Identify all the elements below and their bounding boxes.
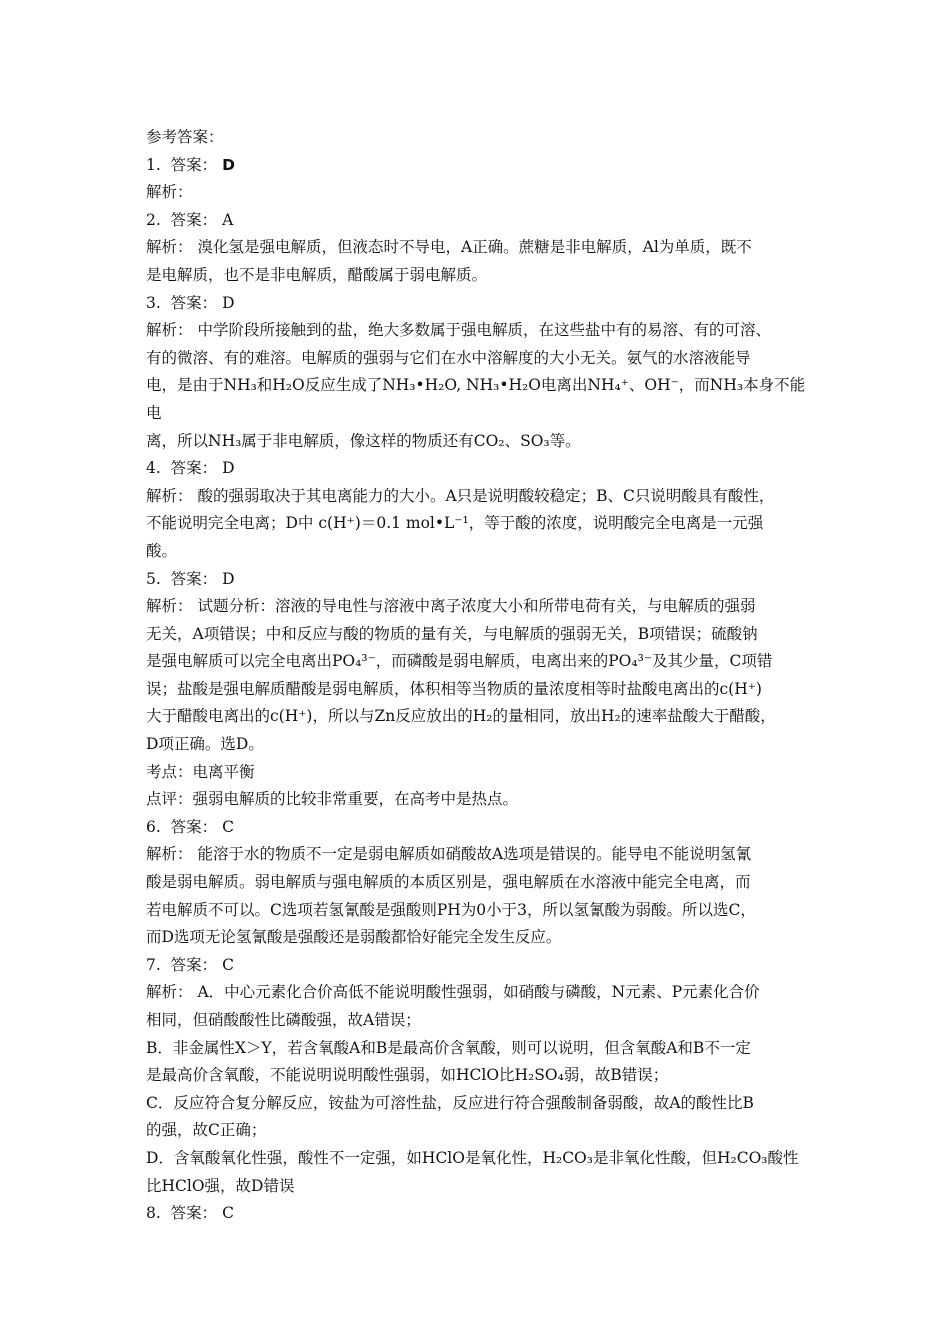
analysis-text: 溴化氢是强电解质，但液态时不导电，A正确。蔗糖是非电解质，Al为单质，既不 bbox=[197, 238, 752, 257]
question-number: 4. bbox=[146, 459, 161, 478]
analysis-text: 酸的强弱取决于其电离能力的大小。A只是说明酸较稳定；B、C只说明酸具有酸性， bbox=[197, 486, 775, 505]
answer-label: 答案： bbox=[170, 817, 218, 836]
analysis-text: 中学阶段所接触到的盐，绝大多数属于强电解质，在这些盐中有的易溶、有的可溶、 bbox=[197, 321, 771, 340]
answer-value: D bbox=[222, 569, 235, 588]
question-number: 5. bbox=[146, 569, 161, 588]
question-answer-line bbox=[146, 566, 818, 594]
option-line: D．含氧酸氧化性强，酸性不一定强，如HClO是氧化性，H₂CO₃是非氧化性酸，但H₂CO₃酸性 bbox=[146, 1148, 799, 1167]
analysis-line bbox=[146, 841, 818, 869]
analysis-line: 有的微溶、有的难溶。电解质的强弱与它们在水中溶解度的大小无关。氨气的水溶液能导 bbox=[146, 348, 751, 367]
option-line: 比HClO强，故D错误 bbox=[146, 1176, 295, 1195]
analysis-label: 解析： bbox=[146, 183, 193, 202]
question-number: 2. bbox=[146, 210, 161, 229]
question-number: 3. bbox=[146, 293, 161, 312]
answer-value: C bbox=[222, 1204, 234, 1223]
question-number: 6. bbox=[146, 817, 161, 836]
answer-value: C bbox=[222, 817, 234, 836]
analysis-line: 大于醋酸电离出的c(H⁺)，所以与Zn反应放出的H₂的量相同，放出H₂的速率盐酸大于醋酸， bbox=[146, 707, 776, 726]
answer-label: 答案： bbox=[170, 1204, 218, 1223]
analysis-line: 无关，A项错误；中和反应与酸的物质的量有关，与电解质的强弱无关，B项错误；硫酸钠 bbox=[146, 624, 758, 643]
analysis-line: 是强电解质可以完全电离出PO₄³⁻，而磷酸是弱电解质，电离出来的PO₄³⁻及其少量，C项错 bbox=[146, 652, 773, 671]
analysis-line: 而D选项无论氢氰酸是强酸还是弱酸都恰好能完全发生反应。 bbox=[146, 928, 562, 947]
question-answer-line bbox=[146, 152, 818, 180]
analysis-label: 解析： bbox=[146, 983, 193, 1002]
analysis-label: 解析： bbox=[146, 845, 193, 864]
answer-label: 答案： bbox=[170, 210, 218, 229]
question-number: 1. bbox=[146, 155, 161, 174]
analysis-line: 是电解质，也不是非电解质，醋酸属于弱电解质。 bbox=[146, 265, 488, 284]
analysis-line: 不能说明完全电离；D中 c(H⁺)＝0.1 mol•L⁻¹，等于酸的浓度，说明酸完全电离是一元强 bbox=[146, 514, 764, 533]
answer-label: 答案： bbox=[170, 155, 218, 174]
answer-value: D bbox=[222, 155, 235, 174]
answer-content bbox=[146, 124, 818, 1228]
analysis-line: D项正确。选D。 bbox=[146, 735, 264, 754]
analysis-line: 误；盐酸是强电解质醋酸是弱电解质，体积相等当物质的量浓度相等时盐酸电离出的c(H⁺) bbox=[146, 679, 762, 698]
analysis-line bbox=[146, 234, 818, 262]
answer-value: D bbox=[222, 293, 235, 312]
question-answer-line bbox=[146, 814, 818, 842]
question-answer-line bbox=[146, 455, 818, 483]
answer-label: 答案： bbox=[170, 293, 218, 312]
analysis-line: 若电解质不可以。C选项若氢氰酸是强酸则PH为0小于3，所以氢氰酸为弱酸。所以选C， bbox=[146, 900, 756, 919]
analysis-text: 试题分析：溶液的导电性与溶液中离子浓度大小和所带电荷有关，与电解质的强弱 bbox=[197, 597, 756, 616]
analysis-line bbox=[146, 979, 818, 1007]
answer-value: C bbox=[222, 955, 234, 974]
analysis-line: 电，是由于NH₃和H₂O反应生成了NH₃•H₂O, NH₃•H₂O电离出NH₄⁺、OH⁻，而NH₃本身不能电 bbox=[146, 376, 806, 422]
question-answer-line bbox=[146, 952, 818, 980]
question-answer-line bbox=[146, 290, 818, 318]
knowledge-point-line: 考点：电离平衡 bbox=[146, 762, 255, 781]
analysis-text: 能溶于水的物质不一定是弱电解质如硝酸故A选项是错误的。能导电不能说明氢氰 bbox=[197, 845, 752, 864]
answer-value: A bbox=[222, 210, 234, 229]
answer-label: 答案： bbox=[170, 569, 218, 588]
answer-value: D bbox=[222, 459, 235, 478]
analysis-line: 离，所以NH₃属于非电解质，像这样的物质还有CO₂、SO₃等。 bbox=[146, 431, 581, 450]
answer-label: 答案： bbox=[170, 955, 218, 974]
analysis-line: 酸是弱电解质。弱电解质与强电解质的本质区别是，强电解质在水溶液中能完全电离，而 bbox=[146, 873, 751, 892]
analysis-label: 解析： bbox=[146, 321, 193, 340]
option-line: C．反应符合复分解反应，铵盐为可溶性盐，反应进行符合强酸制备弱酸，故A的酸性比B bbox=[146, 1093, 754, 1112]
analysis-label: 解析： bbox=[146, 238, 193, 257]
analysis-line: 酸。 bbox=[146, 541, 178, 560]
analysis-text: A．中心元素化合价高低不能说明酸性强弱，如硝酸与磷酸，N元素、P元素化合价 bbox=[197, 983, 760, 1002]
analysis-line: 相同，但硝酸酸性比磷酸强，故A错误； bbox=[146, 1011, 421, 1029]
comment-line: 点评：强弱电解质的比较非常重要，在高考中是热点。 bbox=[146, 790, 519, 809]
option-line: 是最高价含氧酸，不能说明说明酸性强弱，如HClO比H₂SO₄弱，故B错误； bbox=[146, 1066, 669, 1085]
question-answer-line bbox=[146, 1200, 818, 1228]
question-number: 7. bbox=[146, 955, 161, 974]
answer-label: 答案： bbox=[170, 459, 218, 478]
analysis-line bbox=[146, 317, 818, 345]
question-number: 8. bbox=[146, 1204, 161, 1223]
analysis-line bbox=[146, 593, 818, 621]
answers-heading: 参考答案： bbox=[146, 128, 224, 146]
option-line: B．非金属性X＞Y，若含氧酸A和B是最高价含氧酸，则可以说明，但含氧酸A和B不一定 bbox=[146, 1038, 751, 1057]
question-answer-line bbox=[146, 207, 818, 235]
option-line: 的强，故C正确； bbox=[146, 1121, 267, 1140]
analysis-label: 解析： bbox=[146, 597, 193, 616]
analysis-label: 解析： bbox=[146, 486, 193, 505]
analysis-line bbox=[146, 483, 818, 511]
